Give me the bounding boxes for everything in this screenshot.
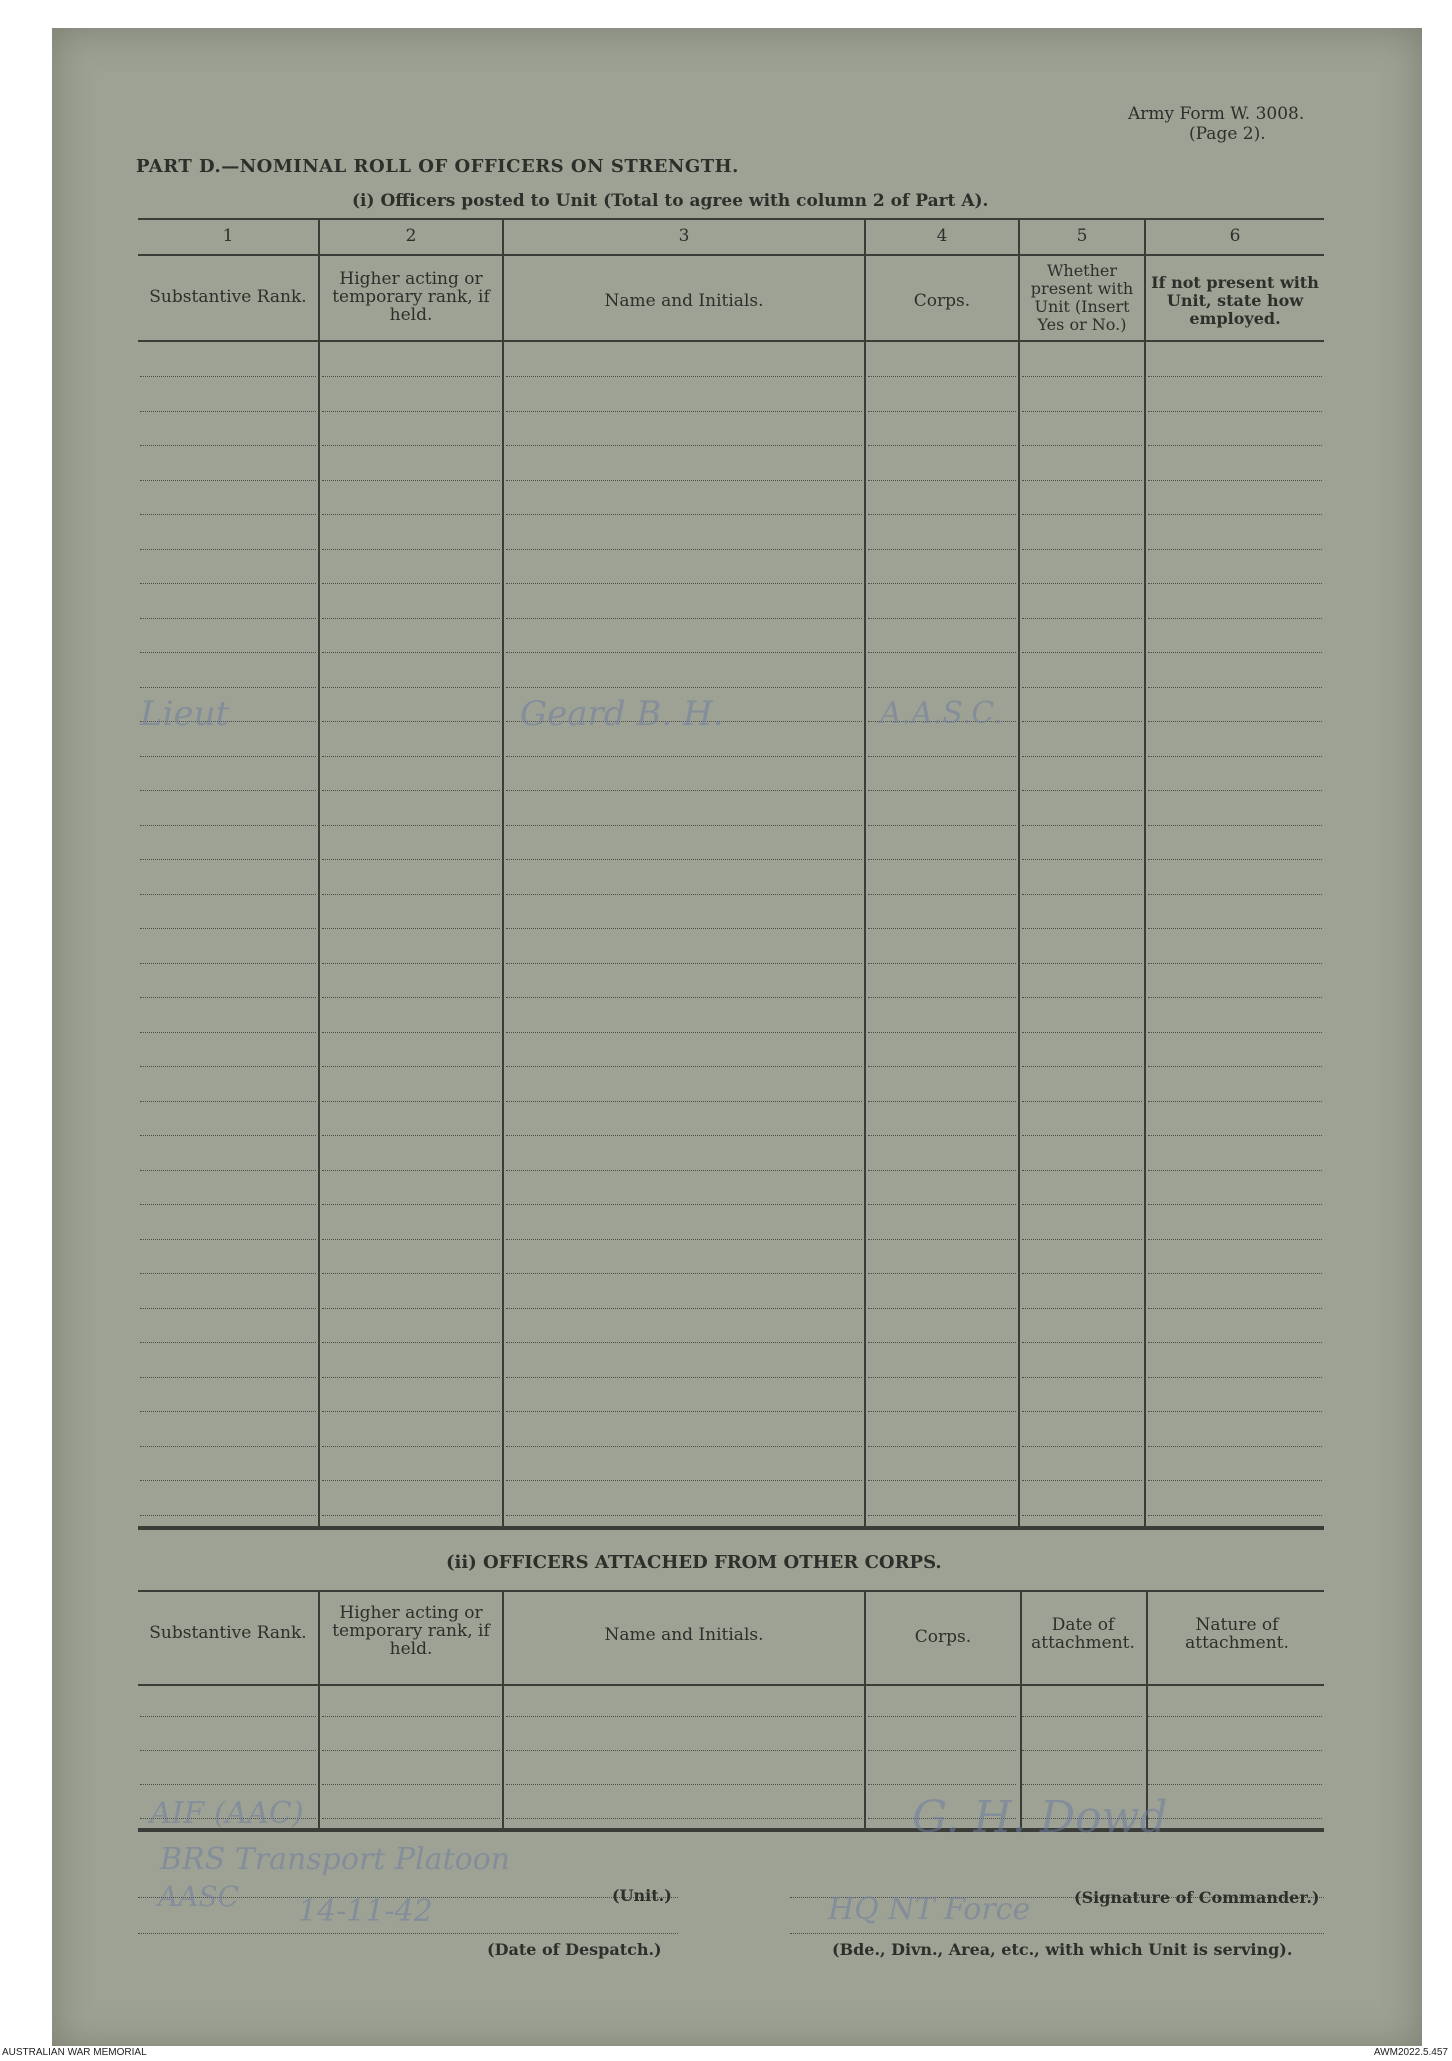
row-rule xyxy=(868,997,1016,998)
row-rule xyxy=(322,1032,500,1033)
row-rule xyxy=(1148,652,1322,653)
row-rule xyxy=(322,549,500,550)
row-rule xyxy=(322,790,500,791)
row-rule xyxy=(868,1446,1016,1447)
row-rule xyxy=(1148,1716,1322,1717)
column-number-1: 1 xyxy=(222,226,234,246)
row-rule xyxy=(506,1446,862,1447)
column-number-5: 5 xyxy=(1076,226,1088,246)
caption-right: AWM2022.5.457 xyxy=(1373,2047,1448,2058)
row-rule xyxy=(506,1750,862,1751)
row-rule xyxy=(1022,1170,1142,1171)
row-rule xyxy=(1148,1784,1322,1785)
row-rule xyxy=(322,894,500,895)
row-rule xyxy=(1148,1101,1322,1102)
column-number-2: 2 xyxy=(405,226,417,246)
row-rule xyxy=(1148,894,1322,895)
row-rule xyxy=(1022,514,1142,515)
row-rule xyxy=(1148,583,1322,584)
formation-label: (Bde., Divn., Area, etc., with which Unit is serving). xyxy=(832,1940,1293,1959)
row-rule xyxy=(1022,445,1142,446)
row-rule xyxy=(322,1784,500,1785)
row-rule xyxy=(322,445,500,446)
header-name-initials: Name and Initials. xyxy=(604,291,764,311)
row-rule xyxy=(506,1239,862,1240)
row-rule xyxy=(322,997,500,998)
row-rule xyxy=(506,1204,862,1205)
s2-header-nature-attachment: Nature of attachment. xyxy=(1185,1615,1289,1653)
row-rule xyxy=(1022,1239,1142,1240)
row-rule xyxy=(1022,721,1142,722)
row-rule xyxy=(868,1135,1016,1136)
row-rule xyxy=(868,1411,1016,1412)
form-sheet xyxy=(52,28,1422,2050)
header-substantive-rank: Substantive Rank. xyxy=(149,287,307,307)
row-rule xyxy=(1148,790,1322,791)
row-rule xyxy=(506,1135,862,1136)
row-rule xyxy=(868,1308,1016,1309)
row-rule xyxy=(1022,894,1142,895)
row-rule xyxy=(1022,859,1142,860)
row-rule xyxy=(1022,1135,1142,1136)
handwritten-corps: A.A.S.C. xyxy=(880,696,1003,731)
row-rule xyxy=(868,1784,1016,1785)
row-rule xyxy=(1148,1273,1322,1274)
row-rule xyxy=(140,928,316,929)
row-rule xyxy=(140,1101,316,1102)
row-rule xyxy=(1022,1446,1142,1447)
row-rule xyxy=(1022,652,1142,653)
row-rule xyxy=(1148,721,1322,722)
row-rule xyxy=(1022,618,1142,619)
caption-left: AUSTRALIAN WAR MEMORIAL xyxy=(2,2047,147,2058)
row-rule xyxy=(140,1411,316,1412)
row-rule xyxy=(506,1377,862,1378)
row-rule xyxy=(140,790,316,791)
s2-header-corps: Corps. xyxy=(914,1627,972,1647)
row-rule xyxy=(506,445,862,446)
row-rule xyxy=(322,859,500,860)
despatch-label: (Date of Despatch.) xyxy=(487,1940,662,1959)
row-rule xyxy=(506,549,862,550)
row-rule xyxy=(322,1066,500,1067)
handwritten-unit-line1: AIF (AAC) xyxy=(150,1796,304,1831)
s2-header-name-initials: Name and Initials. xyxy=(604,1625,764,1645)
row-rule xyxy=(140,1066,316,1067)
row-rule xyxy=(868,687,1016,688)
row-rule xyxy=(1148,514,1322,515)
row-rule xyxy=(322,618,500,619)
row-rule xyxy=(140,583,316,584)
row-rule xyxy=(868,1066,1016,1067)
row-rule xyxy=(322,1411,500,1412)
row-rule xyxy=(868,1204,1016,1205)
row-rule xyxy=(506,376,862,377)
row-rule xyxy=(868,618,1016,619)
row-rule xyxy=(506,583,862,584)
row-rule xyxy=(868,859,1016,860)
row-rule xyxy=(322,1716,500,1717)
row-rule xyxy=(868,790,1016,791)
row-rule xyxy=(506,411,862,412)
handwritten-unit-line3: AASC xyxy=(158,1880,240,1913)
row-rule xyxy=(506,894,862,895)
row-rule xyxy=(140,514,316,515)
row-rule xyxy=(506,618,862,619)
row-rule xyxy=(506,1101,862,1102)
row-rule xyxy=(1022,583,1142,584)
row-rule xyxy=(322,1818,500,1819)
row-rule xyxy=(868,411,1016,412)
row-rule xyxy=(322,411,500,412)
row-rule xyxy=(868,1377,1016,1378)
row-rule xyxy=(1022,963,1142,964)
row-rule xyxy=(140,963,316,964)
row-rule xyxy=(868,894,1016,895)
row-rule xyxy=(140,1342,316,1343)
row-rule xyxy=(1022,1377,1142,1378)
row-rule xyxy=(506,1066,862,1067)
row-rule xyxy=(1148,1239,1322,1240)
row-rule xyxy=(1022,825,1142,826)
row-rule xyxy=(140,1377,316,1378)
row-rule xyxy=(140,376,316,377)
row-rule xyxy=(868,825,1016,826)
row-rule xyxy=(1022,1411,1142,1412)
row-rule xyxy=(1022,756,1142,757)
row-rule xyxy=(322,721,500,722)
row-rule xyxy=(322,376,500,377)
row-rule xyxy=(506,997,862,998)
row-rule xyxy=(868,445,1016,446)
handwritten-date: 14-11-42 xyxy=(298,1894,433,1929)
row-rule xyxy=(140,1204,316,1205)
row-rule xyxy=(1148,1377,1322,1378)
row-rule xyxy=(1148,480,1322,481)
row-rule xyxy=(140,618,316,619)
row-rule xyxy=(322,514,500,515)
row-rule xyxy=(1022,928,1142,929)
row-rule xyxy=(1148,1204,1322,1205)
row-rule xyxy=(1022,1515,1142,1516)
unit-label: (Unit.) xyxy=(612,1886,672,1905)
row-rule xyxy=(140,1135,316,1136)
row-rule xyxy=(506,1480,862,1481)
part-title: PART D.—NOMINAL ROLL OF OFFICERS ON STRENGTH. xyxy=(136,156,739,177)
row-rule xyxy=(868,480,1016,481)
row-rule xyxy=(322,1480,500,1481)
row-rule xyxy=(140,1446,316,1447)
signature-label: (Signature of Commander.) xyxy=(1074,1888,1320,1907)
row-rule xyxy=(140,411,316,412)
row-rule xyxy=(506,1032,862,1033)
row-rule xyxy=(140,997,316,998)
row-rule xyxy=(868,549,1016,550)
archive-caption xyxy=(0,2046,1452,2061)
row-rule xyxy=(322,687,500,688)
row-rule xyxy=(322,1273,500,1274)
row-rule xyxy=(1148,1032,1322,1033)
row-rule xyxy=(1148,1170,1322,1171)
header-if-not-present: If not present with Unit, state how employed. xyxy=(1151,273,1319,328)
row-rule xyxy=(1022,1032,1142,1033)
form-reference-line1: Army Form W. 3008. xyxy=(1128,104,1305,124)
row-rule xyxy=(506,790,862,791)
column-number-3: 3 xyxy=(678,226,690,246)
row-rule xyxy=(868,1750,1016,1751)
row-rule xyxy=(140,1170,316,1171)
row-rule xyxy=(506,652,862,653)
row-rule xyxy=(1022,1750,1142,1751)
row-rule xyxy=(140,825,316,826)
row-rule xyxy=(868,1480,1016,1481)
row-rule xyxy=(868,1170,1016,1171)
row-rule xyxy=(322,1239,500,1240)
row-rule xyxy=(140,1273,316,1274)
row-rule xyxy=(322,1377,500,1378)
row-rule xyxy=(868,963,1016,964)
row-rule xyxy=(868,1239,1016,1240)
form-reference-line2: (Page 2). xyxy=(1189,124,1266,144)
row-rule xyxy=(1148,411,1322,412)
handwritten-rank: Lieut xyxy=(140,694,230,734)
row-rule xyxy=(1148,1411,1322,1412)
row-rule xyxy=(322,583,500,584)
header-higher-rank: Higher acting or temporary rank, if held. xyxy=(332,269,490,325)
section1-subtitle: (i) Officers posted to Unit (Total to agree with column 2 of Part A). xyxy=(352,191,989,211)
row-rule xyxy=(506,480,862,481)
row-rule xyxy=(1022,1342,1142,1343)
row-rule xyxy=(1022,1308,1142,1309)
row-rule xyxy=(1022,1716,1142,1717)
row-rule xyxy=(1148,1480,1322,1481)
header-whether-present: Whether present with Unit (Insert Yes or No.) xyxy=(1030,261,1134,334)
row-rule xyxy=(140,652,316,653)
row-rule xyxy=(1022,790,1142,791)
s2-header-substantive-rank: Substantive Rank. xyxy=(149,1623,307,1643)
row-rule xyxy=(1148,1308,1322,1309)
row-rule xyxy=(322,825,500,826)
row-rule xyxy=(322,1135,500,1136)
column-number-6: 6 xyxy=(1229,226,1241,246)
row-rule xyxy=(506,514,862,515)
row-rule xyxy=(506,928,862,929)
row-rule xyxy=(140,480,316,481)
row-rule xyxy=(1148,997,1322,998)
row-rule xyxy=(322,480,500,481)
section2-title: (ii) OFFICERS ATTACHED FROM OTHER CORPS. xyxy=(446,1552,942,1573)
row-rule xyxy=(506,1308,862,1309)
row-rule xyxy=(140,1515,316,1516)
row-rule xyxy=(322,1308,500,1309)
row-rule xyxy=(868,1342,1016,1343)
row-rule xyxy=(506,687,862,688)
row-rule xyxy=(868,583,1016,584)
row-rule xyxy=(506,1784,862,1785)
row-rule xyxy=(140,1716,316,1717)
row-rule xyxy=(1148,963,1322,964)
row-rule xyxy=(506,1170,862,1171)
row-rule xyxy=(1022,1273,1142,1274)
handwritten-formation: HQ NT Force xyxy=(828,1892,1031,1927)
row-rule xyxy=(322,1750,500,1751)
row-rule xyxy=(140,1308,316,1309)
row-rule xyxy=(1148,445,1322,446)
row-rule xyxy=(1148,1515,1322,1516)
row-rule xyxy=(868,756,1016,757)
row-rule xyxy=(1148,859,1322,860)
row-rule xyxy=(322,1204,500,1205)
row-rule xyxy=(1148,1446,1322,1447)
row-rule xyxy=(140,1480,316,1481)
row-rule xyxy=(1022,1204,1142,1205)
row-rule xyxy=(506,859,862,860)
row-rule xyxy=(140,687,316,688)
row-rule xyxy=(1148,1750,1322,1751)
s2-header-date-attachment: Date of attachment. xyxy=(1031,1615,1135,1653)
header-corps: Corps. xyxy=(913,291,971,311)
row-rule xyxy=(140,1032,316,1033)
row-rule xyxy=(506,1818,862,1819)
row-rule xyxy=(1148,928,1322,929)
row-rule xyxy=(140,1239,316,1240)
row-rule xyxy=(868,514,1016,515)
row-rule xyxy=(140,1784,316,1785)
row-rule xyxy=(322,756,500,757)
row-rule xyxy=(506,1342,862,1343)
row-rule xyxy=(1022,549,1142,550)
row-rule xyxy=(1148,1066,1322,1067)
row-rule xyxy=(322,963,500,964)
handwritten-unit-line2: BRS Transport Platoon xyxy=(160,1842,511,1877)
row-rule xyxy=(1022,411,1142,412)
row-rule xyxy=(868,652,1016,653)
row-rule xyxy=(322,1515,500,1516)
row-rule xyxy=(322,652,500,653)
row-rule xyxy=(1022,997,1142,998)
row-rule xyxy=(868,1032,1016,1033)
row-rule xyxy=(1148,756,1322,757)
row-rule xyxy=(322,1101,500,1102)
column-number-4: 4 xyxy=(936,226,948,246)
row-rule xyxy=(868,928,1016,929)
row-rule xyxy=(140,859,316,860)
row-rule xyxy=(140,1750,316,1751)
row-rule xyxy=(322,1170,500,1171)
row-rule xyxy=(868,1273,1016,1274)
row-rule xyxy=(1148,376,1322,377)
row-rule xyxy=(1022,687,1142,688)
row-rule xyxy=(1148,1818,1322,1819)
row-rule xyxy=(1148,549,1322,550)
row-rule xyxy=(322,928,500,929)
row-rule xyxy=(322,1342,500,1343)
row-rule xyxy=(1148,825,1322,826)
row-rule xyxy=(140,445,316,446)
row-rule xyxy=(1022,376,1142,377)
row-rule xyxy=(1022,1066,1142,1067)
row-rule xyxy=(506,825,862,826)
row-rule xyxy=(322,1446,500,1447)
row-rule xyxy=(868,376,1016,377)
row-rule xyxy=(140,549,316,550)
row-rule xyxy=(140,756,316,757)
row-rule xyxy=(1022,1784,1142,1785)
row-rule xyxy=(140,894,316,895)
row-rule xyxy=(1148,618,1322,619)
row-rule xyxy=(506,963,862,964)
row-rule xyxy=(1148,1135,1322,1136)
row-rule xyxy=(1022,480,1142,481)
row-rule xyxy=(506,1515,862,1516)
row-rule xyxy=(506,1411,862,1412)
row-rule xyxy=(868,1716,1016,1717)
row-rule xyxy=(506,756,862,757)
row-rule xyxy=(1022,1101,1142,1102)
handwritten-name: Geard B. H. xyxy=(520,694,724,734)
row-rule xyxy=(506,1273,862,1274)
s2-header-higher-rank: Higher acting or temporary rank, if held. xyxy=(332,1603,490,1659)
row-rule xyxy=(1148,1342,1322,1343)
handwritten-signature: G. H. Dowd xyxy=(912,1792,1168,1843)
row-rule xyxy=(868,1515,1016,1516)
row-rule xyxy=(868,1101,1016,1102)
row-rule xyxy=(1022,1480,1142,1481)
row-rule xyxy=(506,1716,862,1717)
row-rule xyxy=(1148,687,1322,688)
